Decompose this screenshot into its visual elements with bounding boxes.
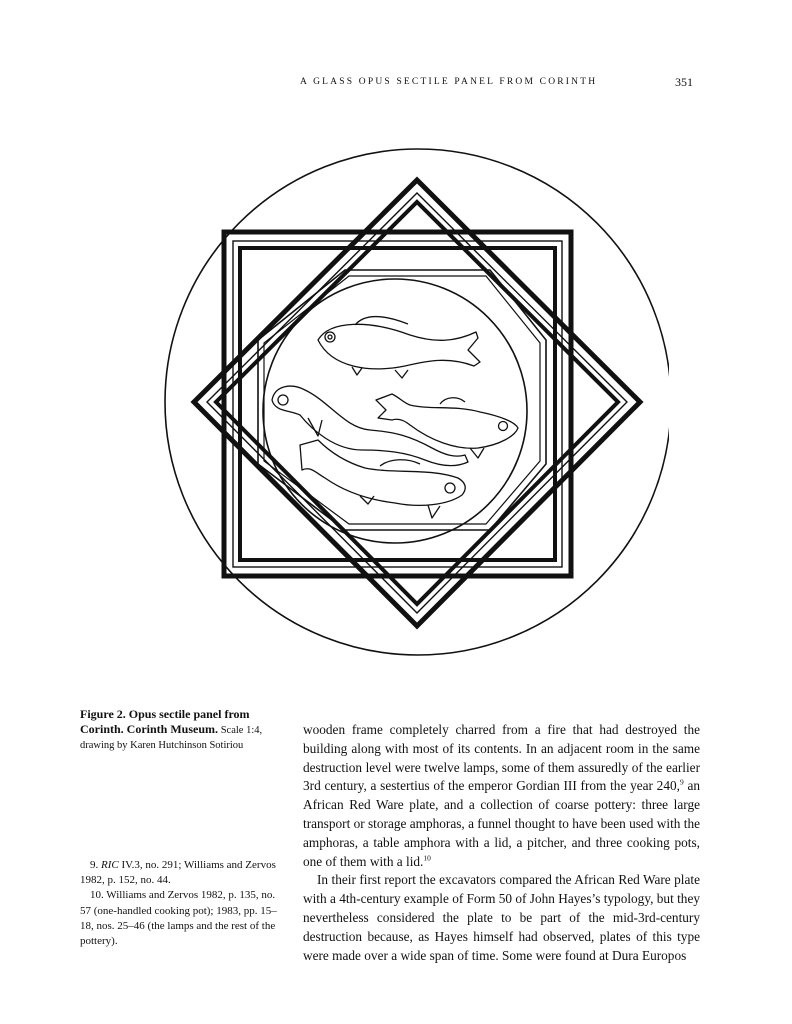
fish-middle-left — [272, 386, 468, 465]
paragraph-1: wooden frame completely charred from a fire that had destroyed the building along with most of its contents. In an adjacent room in the same destruction level were twelve lamps, some of them assuredly of the earlier 3rd century, a sestertius of the emperor Gordian III from the year 240,$^9$ an African Red Ware plate, and a collection of coarse pottery: three large transport or storage amphoras, a funnel thought to have been used with the amphoras, a table amphora with a lid, a pitcher, and three cooking pots, one of them with a lid.$^{10}$ — [303, 722, 701, 869]
figure-caption — [80, 707, 290, 753]
footnote-9: 9. RIC IV.3, no. 291; Williams and Zervos 1982, p. 152, no. 44. — [80, 859, 276, 887]
fish-middle-right — [376, 394, 518, 458]
footnote-ref-10: 10 — [423, 853, 431, 863]
footnote-10: 10. Williams and Zervos 1982, p. 135, no. 57 (one-handled cooking pot); 1983, pp. 15–18, nos. 25–46 (the lamps and the rest of the pottery). — [80, 889, 277, 948]
page-number: 351 — [675, 75, 693, 89]
fish-top — [318, 317, 480, 378]
opus-sectile-panel-drawing — [164, 128, 669, 675]
caption-scale: Scale 1:4, — [220, 725, 263, 736]
footnote-ref-9: 9 — [679, 777, 684, 787]
body-text — [303, 721, 700, 965]
paragraph-2: In their first report the excavators compared the African Red Ware plate with a 4th-century example of Form 50 of John Hayes’s typology, but they nevertheless considered the plate to be part of the mid-3rd-century destruction because, as Hayes himself had observed, plates of this type were made over a wide span of time. Some were found at Dura Europos — [303, 872, 700, 963]
footnotes — [80, 858, 285, 949]
caption-bold: Figure 2. Opus sectile panel from Corinth. Corinth Museum. — [80, 707, 250, 736]
running-head: A GLASS OPUS SECTILE PANEL FROM CORINTH — [300, 77, 598, 87]
caption-credit: drawing by Karen Hutchinson Sotiriou — [80, 740, 244, 751]
